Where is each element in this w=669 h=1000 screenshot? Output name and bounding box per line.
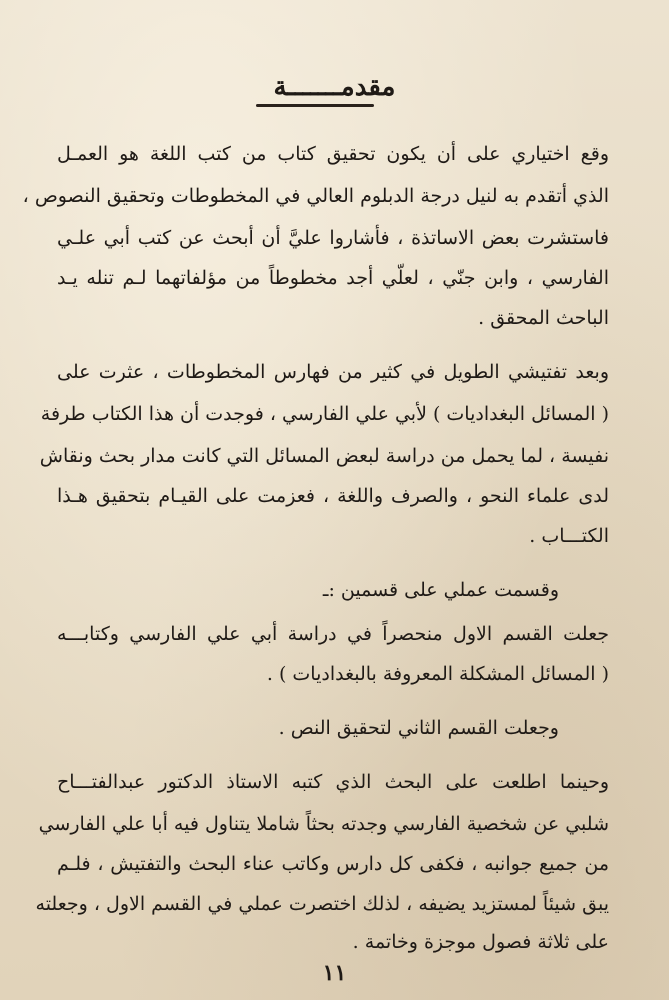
text-line: على ثلاثة فصول موجزة وخاتمة . [352,931,609,953]
text-line: يبق شيئاً لمستزيد يضيفه ، لذلك اختصرت عملي في القسم الاول ، وجعلته [35,893,609,915]
text-line: الذي أتقدم به لنيل درجة الدبلوم العالي في المخطوطات وتحقيق النصوص ، [22,185,609,207]
text-line: فاستشرت بعض الاساتذة ، فأشاروا عليَّ أن أبحث عن كتب أبي علـي [57,227,609,249]
text-line: من جميع جوانبه ، فكفى كل دارس وكاتب عناء البحث والتفتيش ، فلـم [57,853,609,875]
text-line: الباحث المحقق . [478,307,609,329]
text-line: نفيسة ، لما يحمل من دراسة لبعض المسائل التي كانت مدار بحث ونقاش [39,445,609,467]
text-line: وجعلت القسم الثاني لتحقيق النص . [278,717,559,739]
page-number: ١١ [322,960,347,986]
text-line: جعلت القسم الاول منحصراً في دراسة أبي علي الفارسي وكتابـــه [57,623,609,645]
page-title: مقدمـــــــة [273,72,396,102]
text-line: وقسمت عملي على قسمين :ـ [322,579,559,601]
text-line: وقع اختياري على أن يكون تحقيق كتاب من كتب اللغة هو العمـل [57,143,609,165]
text-line: وبعد تفتيشي الطويل في كثير من فهارس المخطوطات ، عثرت على [57,361,609,383]
text-line: الفارسي ، وابن جنّي ، لعلّي أجد مخطوطاً من مؤلفاتهما لـم تنله يـد [57,267,609,289]
text-line: وحينما اطلعت على البحث الذي كتبه الاستاذ الدكتور عبدالفتـــاح [57,771,609,793]
text-line: الكتـــاب . [529,525,609,547]
text-line: شلبي عن شخصية الفارسي وجدته بحثاً شاملا يتناول فيه أبا علي الفارسي [38,813,609,835]
text-line: لدى علماء النحو ، والصرف واللغة ، فعزمت على القيـام بتحقيق هـذا [57,485,609,507]
text-line: ( المسائل المشكلة المعروفة بالبغداديات ) . [266,663,609,685]
title-underline [256,104,374,107]
text-line: ( المسائل البغداديات ) لأبي علي الفارسي ، فوجدت أن هذا الكتاب طرفة [40,403,609,425]
